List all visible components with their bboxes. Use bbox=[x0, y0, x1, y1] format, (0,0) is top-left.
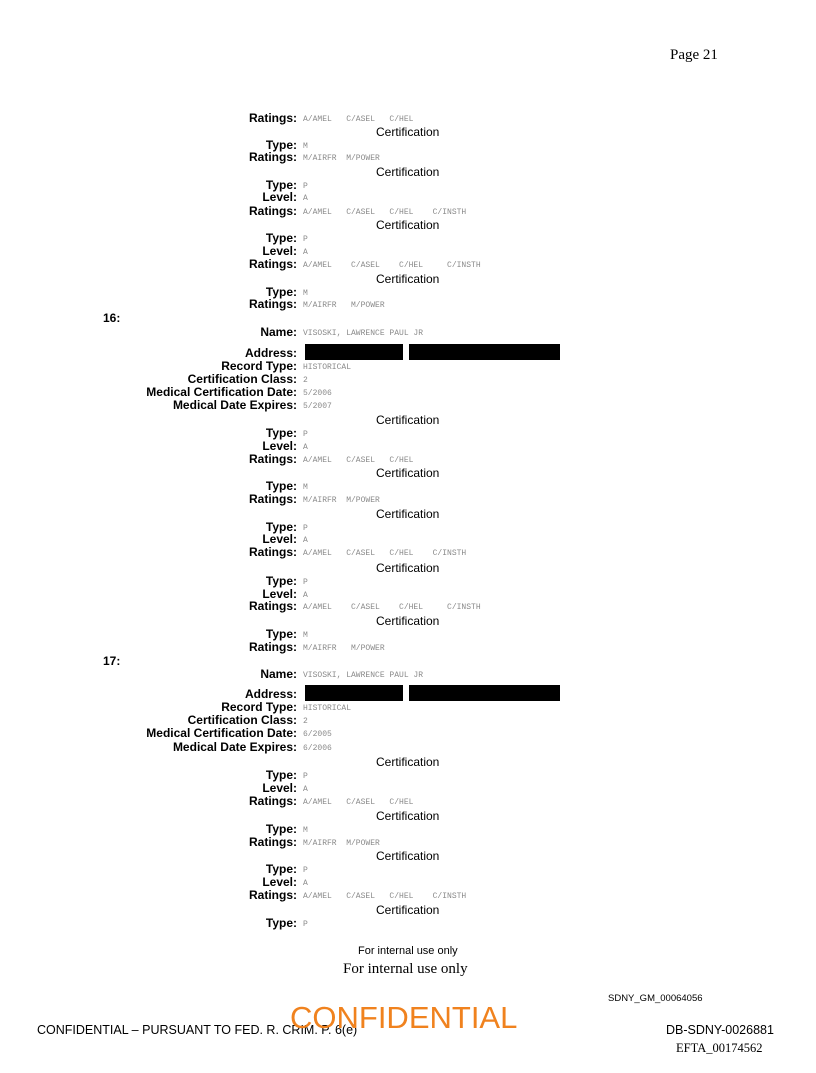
level-label: Level: bbox=[262, 532, 297, 546]
ratings-label: Ratings: bbox=[249, 888, 297, 902]
efta-number: EFTA_00174562 bbox=[676, 1041, 763, 1055]
level-label: Level: bbox=[262, 781, 297, 795]
certification-heading: Certification bbox=[376, 614, 440, 628]
type-label: Type: bbox=[265, 520, 297, 534]
type-label: Type: bbox=[265, 285, 297, 299]
level-label: Level: bbox=[262, 587, 297, 601]
type-label: Type: bbox=[265, 862, 297, 876]
name-label: Name: bbox=[260, 667, 297, 681]
type-value: P bbox=[303, 920, 308, 929]
certification-heading: Certification bbox=[376, 125, 440, 139]
ratings-label: Ratings: bbox=[249, 452, 297, 466]
type-value: M bbox=[303, 142, 308, 151]
ratings-label: Ratings: bbox=[249, 111, 297, 125]
type-value: P bbox=[303, 578, 308, 587]
ratings-value: A/AMEL C/ASEL C/HEL bbox=[303, 456, 414, 465]
address-redaction-bar bbox=[409, 685, 560, 701]
type-value: M bbox=[303, 483, 308, 492]
confidential-notice: CONFIDENTIAL – PURSUANT TO FED. R. CRIM. P. 6(e) bbox=[37, 1023, 358, 1037]
certification-heading: Certification bbox=[376, 413, 440, 427]
level-value: A bbox=[303, 536, 308, 545]
type-label: Type: bbox=[265, 768, 297, 782]
medical-certification-date-value: 5/2006 bbox=[303, 389, 332, 398]
level-value: A bbox=[303, 194, 308, 203]
certification-heading: Certification bbox=[376, 755, 440, 769]
ratings-label: Ratings: bbox=[249, 257, 297, 271]
address-redaction-bar bbox=[409, 344, 560, 360]
page-number: Page 21 bbox=[670, 47, 718, 63]
type-value: P bbox=[303, 866, 308, 875]
internal-use-note-large: For internal use only bbox=[343, 961, 468, 977]
certification-heading: Certification bbox=[376, 809, 440, 823]
ratings-label: Ratings: bbox=[249, 545, 297, 559]
name-value: VISOSKI, LAWRENCE PAUL JR bbox=[303, 671, 424, 680]
ratings-label: Ratings: bbox=[249, 492, 297, 506]
address-redaction-bar bbox=[305, 344, 403, 360]
certification-heading: Certification bbox=[376, 849, 440, 863]
level-value: A bbox=[303, 591, 308, 600]
level-label: Level: bbox=[262, 439, 297, 453]
type-label: Type: bbox=[265, 574, 297, 588]
type-label: Type: bbox=[265, 231, 297, 245]
level-value: A bbox=[303, 879, 308, 888]
ratings-value: A/AMEL C/ASEL C/HEL C/INSTH bbox=[303, 208, 467, 217]
ratings-label: Ratings: bbox=[249, 794, 297, 808]
ratings-value: A/AMEL C/ASEL C/HEL C/INSTH bbox=[303, 603, 481, 612]
type-label: Type: bbox=[265, 627, 297, 641]
certification-heading: Certification bbox=[376, 466, 440, 480]
certification-heading: Certification bbox=[376, 218, 440, 232]
type-value: P bbox=[303, 524, 308, 533]
medical-certification-date-label: Medical Certification Date: bbox=[146, 385, 297, 399]
name-value: VISOSKI, LAWRENCE PAUL JR bbox=[303, 329, 424, 338]
certification-heading: Certification bbox=[376, 561, 440, 575]
certification-heading: Certification bbox=[376, 272, 440, 286]
ratings-value: M/AIRFR M/POWER bbox=[303, 496, 380, 505]
ratings-label: Ratings: bbox=[249, 640, 297, 654]
level-label: Level: bbox=[262, 244, 297, 258]
ratings-value: M/AIRFR M/POWER bbox=[303, 301, 385, 310]
ratings-value: M/AIRFR M/POWER bbox=[303, 839, 380, 848]
type-value: M bbox=[303, 826, 308, 835]
certification-class-value: 2 bbox=[303, 717, 308, 726]
type-label: Type: bbox=[265, 138, 297, 152]
address-label: Address: bbox=[244, 687, 297, 701]
type-value: P bbox=[303, 235, 308, 244]
address-redaction-bar bbox=[305, 685, 403, 701]
medical-date-expires-value: 5/2007 bbox=[303, 402, 332, 411]
medical-certification-date-label: Medical Certification Date: bbox=[146, 726, 297, 740]
type-label: Type: bbox=[265, 822, 297, 836]
sdny-control-number: SDNY_GM_00064056 bbox=[608, 993, 703, 1004]
level-label: Level: bbox=[262, 875, 297, 889]
level-value: A bbox=[303, 248, 308, 257]
certification-class-label: Certification Class: bbox=[187, 372, 297, 386]
ratings-value: A/AMEL C/ASEL C/HEL bbox=[303, 798, 414, 807]
internal-use-note-small: For internal use only bbox=[358, 945, 458, 957]
medical-date-expires-value: 6/2006 bbox=[303, 744, 332, 753]
record-index: 17: bbox=[103, 654, 121, 668]
type-label: Type: bbox=[265, 916, 297, 930]
certification-heading: Certification bbox=[376, 903, 440, 917]
ratings-value: A/AMEL C/ASEL C/HEL C/INSTH bbox=[303, 549, 467, 558]
type-label: Type: bbox=[265, 178, 297, 192]
type-label: Type: bbox=[265, 426, 297, 440]
medical-certification-date-value: 6/2005 bbox=[303, 730, 332, 739]
level-label: Level: bbox=[262, 190, 297, 204]
record-type-value: HISTORICAL bbox=[303, 363, 352, 372]
record-index: 16: bbox=[103, 311, 121, 325]
ratings-value: M/AIRFR M/POWER bbox=[303, 154, 380, 163]
certification-class-value: 2 bbox=[303, 376, 308, 385]
certification-heading: Certification bbox=[376, 165, 440, 179]
type-value: P bbox=[303, 182, 308, 191]
ratings-label: Ratings: bbox=[249, 150, 297, 164]
ratings-value: A/AMEL C/ASEL C/HEL C/INSTH bbox=[303, 892, 467, 901]
ratings-value: A/AMEL C/ASEL C/HEL C/INSTH bbox=[303, 261, 481, 270]
certification-heading: Certification bbox=[376, 507, 440, 521]
ratings-label: Ratings: bbox=[249, 835, 297, 849]
level-value: A bbox=[303, 443, 308, 452]
ratings-value: M/AIRFR M/POWER bbox=[303, 644, 385, 653]
record-type-label: Record Type: bbox=[221, 700, 297, 714]
type-value: M bbox=[303, 289, 308, 298]
type-label: Type: bbox=[265, 479, 297, 493]
certification-class-label: Certification Class: bbox=[187, 713, 297, 727]
medical-date-expires-label: Medical Date Expires: bbox=[172, 740, 297, 754]
type-value: P bbox=[303, 430, 308, 439]
ratings-label: Ratings: bbox=[249, 297, 297, 311]
bates-number: DB-SDNY-0026881 bbox=[666, 1023, 774, 1037]
type-value: P bbox=[303, 772, 308, 781]
ratings-value: A/AMEL C/ASEL C/HEL bbox=[303, 115, 414, 124]
ratings-label: Ratings: bbox=[249, 599, 297, 613]
address-label: Address: bbox=[244, 346, 297, 360]
ratings-label: Ratings: bbox=[249, 204, 297, 218]
record-type-value: HISTORICAL bbox=[303, 704, 352, 713]
name-label: Name: bbox=[260, 325, 297, 339]
type-value: M bbox=[303, 631, 308, 640]
record-type-label: Record Type: bbox=[221, 359, 297, 373]
level-value: A bbox=[303, 785, 308, 794]
medical-date-expires-label: Medical Date Expires: bbox=[172, 398, 297, 412]
confidential-stamp: CONFIDENTIAL bbox=[290, 1000, 518, 1035]
